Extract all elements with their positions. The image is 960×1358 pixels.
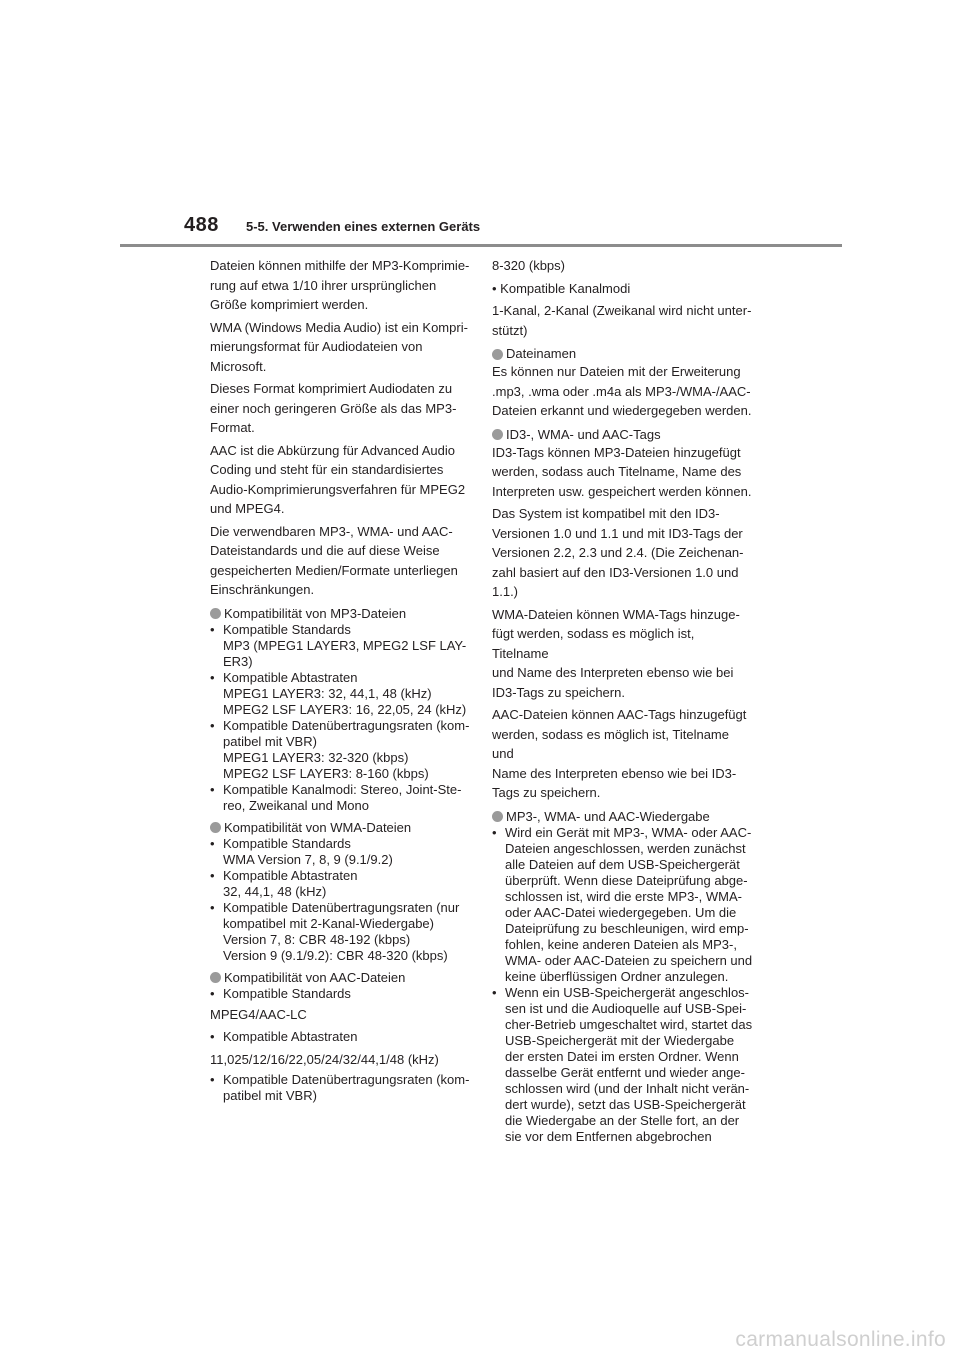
text-line: cher-Betrieb umgeschaltet wird, startet das: [505, 1016, 753, 1032]
text-line: Es können nur Dateien mit der Erweiterung: [492, 364, 741, 379]
wma-heading-text: Kompatibilität von WMA-Dateien: [224, 819, 412, 835]
text-line: Version 7, 8: CBR 48-192 (kbps): [223, 931, 411, 947]
list-item: [492, 825, 754, 985]
mp3-list: [210, 622, 472, 814]
aac-standards-label: Kompatible Standards: [223, 985, 351, 1001]
text-line: oder AAC-Datei wiedergegeben. Um die: [505, 904, 737, 920]
text-line: WMA- oder AAC-Dateien zu speichern und: [505, 952, 753, 968]
playback-list: [492, 825, 754, 1145]
text-line: MPEG2 LSF LAYER3: 8-160 (kbps): [223, 765, 429, 781]
text-line: schlossen wird (und der Inhalt nicht verän-: [505, 1080, 750, 1096]
tags-text: [492, 443, 754, 803]
text-line: 1-Kanal, 2-Kanal (Zweikanal wird nicht unter-: [492, 303, 752, 318]
text-line: Dateien angeschlossen, werden zunächst: [505, 840, 746, 856]
list-item-text: [505, 985, 754, 1145]
text-line: und MPEG4.: [210, 501, 285, 516]
text-line: dasselbe Gerät entfernt und wieder ange-: [505, 1064, 745, 1080]
list-item-text: [223, 622, 472, 638]
bullet-mark: •: [492, 824, 497, 840]
paragraph: [492, 301, 754, 340]
text-line: zahl basiert auf den ID3-Versionen 1.0 und: [492, 564, 739, 580]
aac-rates-value: 11,025/12/16/22,05/24/32/44,1/48 (kHz): [210, 1051, 439, 1067]
text-line: werden, sodass es möglich ist, Titelname und: [492, 726, 729, 761]
right-column: [492, 256, 754, 1145]
text-line: Einschränkungen.: [210, 582, 315, 597]
text-line: MP3 (MPEG1 LAYER3, MPEG2 LSF LAY-: [223, 637, 467, 653]
bullet-dot-icon: [210, 972, 221, 983]
text-line: Die verwendbaren MP3-, WMA- und AAC-: [210, 523, 453, 539]
text-line: AAC ist die Abkürzung für Advanced Audio: [210, 442, 455, 458]
list-item-text: [223, 932, 472, 964]
text-line: USB-Speichergerät mit der Wiedergabe: [505, 1032, 735, 1048]
text-line: werden, sodass auch Titelname, Name des: [492, 464, 742, 479]
mp3-section: [210, 606, 472, 814]
paragraph: [210, 441, 472, 519]
text-line: Kompatible Kanalmodi: Stereo, Joint-Ste-: [223, 781, 462, 797]
aac-bitrate-item: [210, 1072, 472, 1104]
text-line: die Wiedergabe an der Stelle fort, an der: [505, 1112, 740, 1128]
text-line: Wenn ein USB-Speichergerät angeschlos-: [505, 984, 750, 1000]
text-line: Versionen 2.2, 2.3 und 2.4. (Die Zeichenan-: [492, 545, 744, 560]
text-line: sie vor dem Entfernen abgebrochen: [505, 1128, 712, 1144]
text-line: Dateien erkannt und wiedergegeben werden.: [492, 403, 752, 418]
text-line: und Name des Interpreten ebenso wie bei: [492, 665, 734, 680]
text-line: Kompatible Abtastraten: [223, 867, 358, 883]
text-line: dert wurde), setzt das USB-Speichergerät: [505, 1096, 746, 1112]
paragraph: [492, 256, 754, 276]
text-line: patibel mit VBR): [223, 1088, 317, 1103]
list-item-text: [223, 852, 472, 868]
paragraph: [210, 256, 472, 315]
text-line: keine überflüssigen Ordner anzulegen.: [505, 968, 729, 984]
section-title: 5-5. Verwenden eines externen Geräts: [246, 219, 481, 234]
bullet-mark: •: [210, 985, 215, 1001]
list-item: [210, 750, 472, 782]
bullet-mark: •: [210, 1029, 215, 1044]
playback-heading: [492, 809, 754, 825]
playback-section: [492, 809, 754, 1145]
text-line: Dateiprüfung zu beschleunigen, wird emp-: [505, 920, 749, 936]
text-line: ID3-Tags zu speichern.: [492, 684, 625, 700]
page-number: 488: [184, 214, 219, 236]
filenames-section: [492, 346, 754, 421]
bullet-mark: [210, 932, 223, 964]
paragraph: [492, 362, 754, 421]
filenames-heading: [492, 346, 754, 362]
list-item-text: [223, 868, 472, 884]
text-line: rung auf etwa 1/10 ihrer ursprünglichen: [210, 277, 437, 293]
list-item: [210, 622, 472, 638]
text-line: 1.1.): [492, 584, 519, 599]
text-line: Audio-Komprimierungsverfahren für MPEG2: [210, 481, 466, 497]
text-line: schlossen ist, wird die erste MP3-, WMA-: [505, 888, 742, 904]
paragraph: [492, 279, 754, 299]
bullet-mark: •: [492, 984, 497, 1000]
bullet-mark: [210, 686, 223, 718]
list-item-text: [223, 638, 472, 670]
text-line: Versionen 1.0 und 1.1 und mit ID3-Tags der: [492, 525, 743, 541]
playback-heading-text: MP3-, WMA- und AAC-Wiedergabe: [506, 808, 710, 824]
text-line: Dieses Format komprimiert Audiodaten zu: [210, 381, 453, 396]
list-item-text: [223, 750, 472, 782]
text-line: MPEG1 LAYER3: 32-320 (kbps): [223, 749, 409, 765]
left-column: [210, 256, 472, 1104]
aac-heading: [210, 970, 472, 986]
wma-section: [210, 820, 472, 964]
bullet-mark: •: [210, 1072, 215, 1087]
bullet-mark: [210, 750, 223, 782]
bullet-dot-icon: [492, 811, 503, 822]
tags-section: [492, 427, 754, 803]
text-line: Kompatible Standards: [223, 621, 351, 637]
tags-heading: [492, 427, 754, 443]
list-item: [210, 686, 472, 718]
paragraph: [492, 443, 754, 502]
list-item: [210, 884, 472, 900]
list-item: [492, 985, 754, 1145]
text-line: MPEG2 LSF LAYER3: 16, 22,05, 24 (kHz): [223, 701, 467, 717]
text-line: patibel mit VBR): [223, 733, 317, 749]
bullet-mark: •: [210, 867, 215, 883]
aac-bitrate-text: [223, 1072, 472, 1104]
paragraph: [210, 318, 472, 377]
text-line: Das System ist kompatibel mit den ID3-: [492, 506, 720, 521]
text-line: der ersten Datei im ersten Ordner. Wenn: [505, 1048, 739, 1064]
aac-rates-label: Kompatible Abtastraten: [223, 1029, 358, 1044]
text-line: Dateien können mithilfe der MP3-Komprimie-: [210, 258, 470, 273]
text-line: Kompatible Datenübertragungsraten (kom-: [223, 1072, 470, 1087]
aac-standards-value: MPEG4/AAC-LC: [210, 1006, 307, 1022]
text-line: stützt): [492, 322, 528, 338]
list-item-text: [223, 900, 472, 932]
text-line: Format.: [210, 420, 255, 435]
paragraph: [492, 705, 754, 803]
list-item-text: [223, 836, 472, 852]
paragraph: [492, 504, 754, 602]
text-line: alle Dateien auf dem USB-Speichergerät: [505, 856, 740, 872]
list-item-text: [223, 884, 472, 900]
bullet-mark: [210, 852, 223, 868]
intro-text: [210, 256, 472, 600]
text-line: Kompatible Standards: [223, 835, 351, 851]
text-line: Name des Interpreten ebenso wie bei ID3-: [492, 765, 737, 781]
mp3-heading: [210, 606, 472, 622]
aac-rates-item: [210, 1027, 472, 1047]
mp3-heading-text: Kompatibilität von MP3-Dateien: [224, 605, 407, 621]
aac-continued: [492, 256, 754, 340]
aac-standards-item: [210, 986, 472, 1002]
list-item-text: [223, 782, 472, 814]
header-rule: [120, 244, 842, 247]
list-item-text: [223, 686, 472, 718]
text-line: Interpreten usw. gespeichert werden können.: [492, 483, 752, 499]
text-line: ID3-Tags können MP3-Dateien hinzugefügt: [492, 444, 741, 460]
bullet-mark: •: [210, 669, 215, 685]
bullet-dot-icon: [492, 349, 503, 360]
watermark: carmanualsonline.info: [735, 1328, 946, 1351]
text-line: • Kompatible Kanalmodi: [492, 280, 631, 296]
text-line: Microsoft.: [210, 358, 267, 374]
bullet-mark: •: [210, 835, 215, 851]
text-line: Größe komprimiert werden.: [210, 297, 369, 312]
list-item-text: [223, 718, 472, 750]
text-line: überprüft. Wenn diese Dateiprüfung abge-: [505, 872, 748, 888]
text-line: Kompatible Abtastraten: [223, 669, 358, 685]
text-line: AAC-Dateien können AAC-Tags hinzugefügt: [492, 707, 747, 722]
text-line: 8-320 (kbps): [492, 258, 565, 273]
text-line: Version 9 (9.1/9.2): CBR 48-320 (kbps): [223, 947, 448, 963]
list-item: [210, 932, 472, 964]
list-item: [210, 670, 472, 686]
aac-section: [210, 970, 472, 1105]
list-item: [210, 836, 472, 852]
text-line: MPEG1 LAYER3: 32, 44,1, 48 (kHz): [223, 685, 432, 701]
text-line: Tags zu speichern.: [492, 785, 601, 800]
paragraph: [492, 605, 754, 703]
text-line: ER3): [223, 653, 253, 669]
wma-heading: [210, 820, 472, 836]
bullet-mark: •: [210, 781, 215, 797]
list-item: [210, 868, 472, 884]
text-line: Dateistandards und die auf diese Weise: [210, 543, 440, 558]
paragraph: [210, 379, 472, 438]
text-line: Kompatible Datenübertragungsraten (nur: [223, 899, 460, 915]
text-line: WMA Version 7, 8, 9 (9.1/9.2): [223, 851, 393, 867]
text-line: mierungsformat für Audiodateien von: [210, 339, 423, 354]
text-line: reo, Zweikanal und Mono: [223, 797, 369, 813]
bullet-dot-icon: [492, 429, 503, 440]
list-item: [210, 638, 472, 670]
list-item: [210, 718, 472, 750]
bullet-dot-icon: [210, 608, 221, 619]
text-line: 32, 44,1, 48 (kHz): [223, 883, 327, 899]
text-line: Coding und steht für ein standardisiertes: [210, 462, 444, 477]
filenames-heading-text: Dateinamen: [506, 346, 577, 361]
text-line: gespeicherten Medien/Formate unterliegen: [210, 562, 458, 578]
text-line: .mp3, .wma oder .m4a als MP3-/WMA-/AAC-: [492, 383, 751, 399]
text-line: WMA-Dateien können WMA-Tags hinzuge-: [492, 606, 740, 622]
bullet-mark: [210, 638, 223, 670]
text-line: WMA (Windows Media Audio) ist ein Kompri-: [210, 319, 468, 335]
text-line: sen ist und die Audioquelle auf USB-Spei-: [505, 1000, 747, 1016]
list-item: [210, 782, 472, 814]
list-item: [210, 900, 472, 932]
text-line: einer noch geringeren Größe als das MP3-: [210, 400, 457, 416]
tags-heading-text: ID3-, WMA- und AAC-Tags: [506, 426, 661, 442]
wma-list: [210, 836, 472, 964]
text-line: fügt werden, sodass es möglich ist, Titelname: [492, 626, 695, 661]
text-line: fohlen, keine anderen Dateien als MP3-,: [505, 936, 737, 952]
bullet-mark: •: [210, 899, 215, 915]
aac-heading-text: Kompatibilität von AAC-Dateien: [224, 969, 406, 985]
bullet-dot-icon: [210, 822, 221, 833]
bullet-mark: •: [210, 717, 215, 733]
text-line: Wird ein Gerät mit MP3-, WMA- oder AAC-: [505, 824, 752, 840]
bullet-mark: •: [210, 621, 215, 637]
list-item-text: [505, 825, 754, 985]
text-line: Kompatible Datenübertragungsraten (kom-: [223, 717, 470, 733]
list-item: [210, 852, 472, 868]
list-item-text: [223, 670, 472, 686]
text-line: kompatibel mit 2-Kanal-Wiedergabe): [223, 915, 434, 931]
bullet-mark: [210, 884, 223, 900]
filenames-text: [492, 362, 754, 421]
paragraph: [210, 522, 472, 600]
